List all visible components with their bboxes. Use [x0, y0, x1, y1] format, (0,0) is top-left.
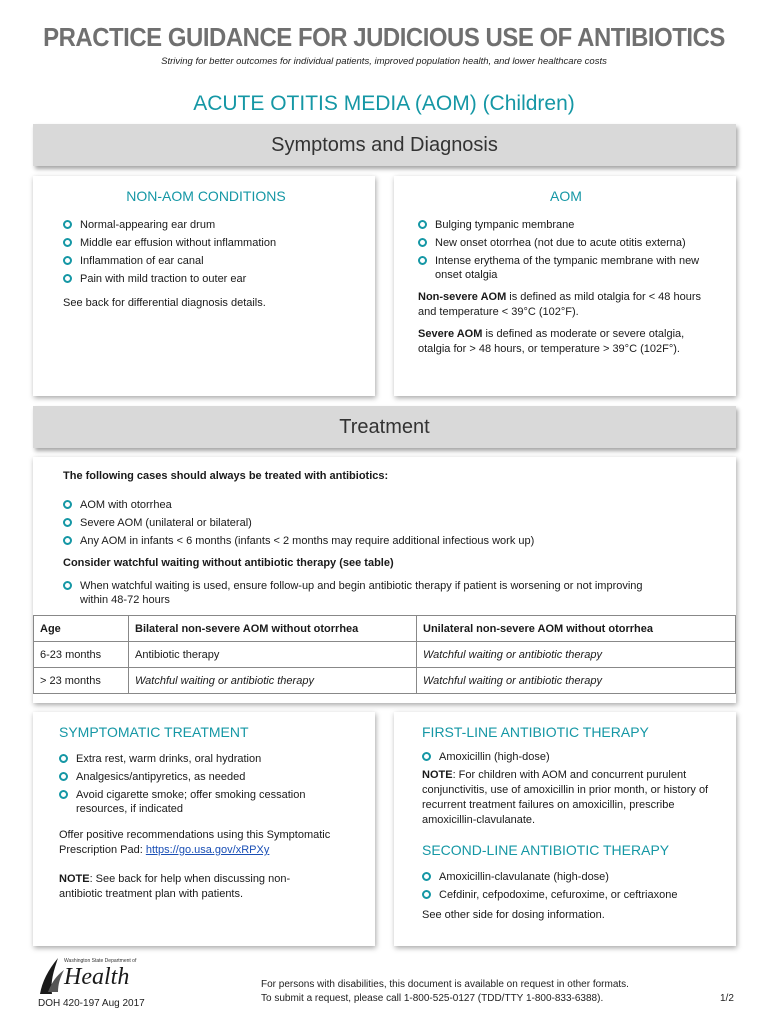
treatment-section-header: Treatment: [33, 406, 736, 448]
bullet-icon: [63, 500, 72, 509]
org-name: Health: [64, 964, 130, 990]
bullet-icon: [59, 790, 68, 799]
treatment-list: [63, 498, 710, 548]
prescription-pad-link[interactable]: https://go.usa.gov/xRPXy: [145, 844, 270, 856]
list-item: New onset otorrhea (not due to acute otitis externa): [418, 236, 714, 250]
bullet-icon: [63, 581, 72, 590]
non-aom-list: [63, 218, 349, 286]
table-header-cell: Bilateral non-severe AOM without otorrhea: [129, 616, 417, 642]
treatment-intro: The following cases should always be treated with antibiotics:: [63, 470, 389, 482]
bullet-icon: [422, 872, 431, 881]
symptomatic-heading: SYMPTOMATIC TREATMENT: [59, 724, 249, 740]
symptomatic-card: [33, 712, 375, 946]
symptomatic-note: NOTE: See back for help when discussing non-antibiotic treatment plan with patients.: [59, 873, 291, 900]
symptomatic-list: [59, 752, 355, 816]
first-line-list: [422, 750, 716, 764]
treatment-table: [33, 615, 736, 694]
table-header-cell: Unilateral non-severe AOM without otorrhea: [417, 616, 736, 642]
list-item: When watchful waiting is used, ensure follow-up and begin antibiotic therapy if patient is worsening or not improving within 48-72 hours: [63, 579, 710, 607]
non-aom-heading: NON-AOM CONDITIONS: [126, 188, 286, 204]
table-cell: 6-23 months: [34, 642, 129, 668]
list-item: AOM with otorrhea: [63, 498, 710, 512]
bullet-icon: [418, 256, 427, 265]
list-item: Middle ear effusion without inflammation: [63, 236, 349, 250]
accessibility-note: For persons with disabilities, this document is available on request in other formats. To submit a request, please call 1-800-525-0127 (TDD/TTY 1-800-833-6388).: [261, 979, 629, 1004]
bullet-icon: [59, 754, 68, 763]
first-line-note: NOTE: For children with AOM and concurrent purulent conjunctivitis, use of amoxicillin in prior month, or history of recurrent treatment failures on amoxicillin, prescribe amoxicillin-clavulanate.: [422, 769, 709, 826]
antibiotic-therapy-card: [394, 712, 736, 946]
document-title: ACUTE OTITIS MEDIA (AOM) (Children): [193, 92, 575, 115]
table-cell: Watchful waiting or antibiotic therapy: [417, 642, 736, 668]
table-row: [34, 668, 736, 694]
nonsevere-definition: Non-severe AOM is defined as mild otalgia for < 48 hours and temperature < 39°C (102°F).: [418, 291, 701, 318]
list-item: Analgesics/antipyretics, as needed: [59, 770, 355, 784]
table-row: [34, 642, 736, 668]
subtitle: Striving for better outcomes for individual patients, improved population health, and lower healthcare costs: [161, 56, 607, 67]
aom-list: [418, 218, 714, 282]
bullet-icon: [63, 536, 72, 545]
list-item: Intense erythema of the tympanic membrane with new onset otalgia: [418, 254, 714, 282]
watchful-list: [63, 579, 710, 607]
list-item: Bulging tympanic membrane: [418, 218, 714, 232]
bullet-icon: [63, 256, 72, 265]
table-cell: Watchful waiting or antibiotic therapy: [129, 668, 417, 694]
first-line-heading: FIRST-LINE ANTIBIOTIC THERAPY: [422, 724, 649, 740]
list-item: Cefdinir, cefpodoxime, cefuroxime, or ceftriaxone: [422, 888, 716, 902]
list-item: Normal-appearing ear drum: [63, 218, 349, 232]
bullet-icon: [63, 238, 72, 247]
table-header-cell: Age: [34, 616, 129, 642]
prescription-pad-text: Offer positive recommendations using this Symptomatic Prescription Pad: https://go.usa.gov/xRPXy: [59, 829, 331, 856]
table-cell: Watchful waiting or antibiotic therapy: [417, 668, 736, 694]
list-item: Inflammation of ear canal: [63, 254, 349, 268]
bullet-icon: [63, 518, 72, 527]
page-number: 1/2: [720, 993, 734, 1004]
list-item: Pain with mild traction to outer ear: [63, 272, 349, 286]
bullet-icon: [422, 752, 431, 761]
document-code: DOH 420-197 Aug 2017: [38, 998, 145, 1009]
org-small-text: Washington State Department of: [64, 958, 137, 964]
list-item: Amoxicillin (high-dose): [422, 750, 716, 764]
symptoms-section-header: Symptoms and Diagnosis: [33, 124, 736, 166]
bullet-icon: [63, 220, 72, 229]
second-line-heading: SECOND-LINE ANTIBIOTIC THERAPY: [422, 842, 670, 858]
list-item: Extra rest, warm drinks, oral hydration: [59, 752, 355, 766]
table-cell: Antibiotic therapy: [129, 642, 417, 668]
bullet-icon: [418, 220, 427, 229]
aom-heading: AOM: [550, 188, 582, 204]
watchful-heading: Consider watchful waiting without antibiotic therapy (see table): [63, 557, 394, 569]
doh-logo: [36, 952, 156, 1003]
bullet-icon: [422, 890, 431, 899]
non-aom-card: [33, 176, 375, 396]
second-line-list: [422, 870, 716, 902]
list-item: Severe AOM (unilateral or bilateral): [63, 516, 710, 530]
table-cell: > 23 months: [34, 668, 129, 694]
severe-definition: Severe AOM is defined as moderate or severe otalgia, otalgia for > 48 hours, or temperature > 39°C (102F°).: [418, 328, 685, 355]
bullet-icon: [418, 238, 427, 247]
second-line-note: See other side for dosing information.: [422, 909, 605, 921]
main-title: PRACTICE GUIDANCE FOR JUDICIOUS USE OF ANTIBIOTICS: [43, 22, 725, 52]
list-item: Amoxicillin-clavulanate (high-dose): [422, 870, 716, 884]
bullet-icon: [59, 772, 68, 781]
list-item: Any AOM in infants < 6 months (infants < 2 months may require additional infectious work up): [63, 534, 710, 548]
list-item: Avoid cigarette smoke; offer smoking cessation resources, if indicated: [59, 788, 355, 816]
non-aom-note: See back for differential diagnosis details.: [63, 297, 266, 309]
bullet-icon: [63, 274, 72, 283]
aom-card: [394, 176, 736, 396]
table-header-row: [34, 616, 736, 642]
